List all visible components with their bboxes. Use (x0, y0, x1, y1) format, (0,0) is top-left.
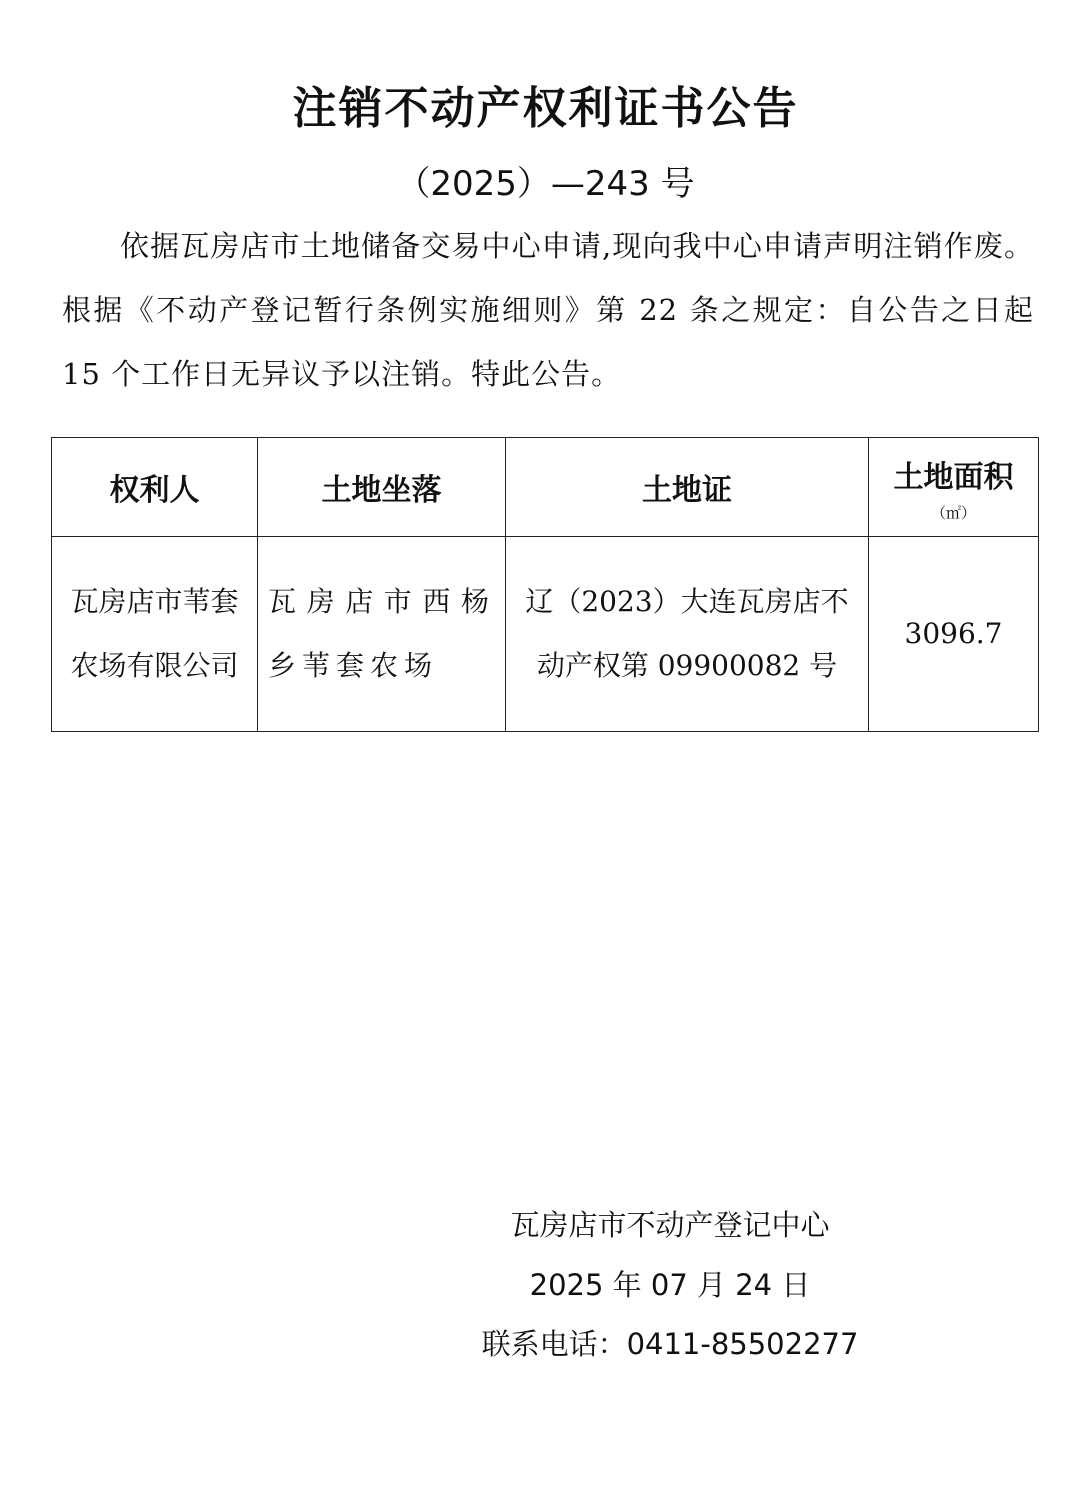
notice-title: 注销不动产权利证书公告 (292, 83, 799, 134)
signature-organization: 瓦房店市不动产登记中心 (510, 1208, 830, 1242)
cell-certificate: 辽（2023）大连瓦房店不动产权第 09900082 号 (506, 537, 869, 732)
cell-location: 瓦房店市西杨乡苇套农场 (258, 537, 506, 732)
table-header-row (52, 438, 1039, 537)
certificate-table (51, 437, 1039, 732)
header-certificate: 土地证 (506, 438, 869, 537)
contact-phone: 联系电话：0411-85502277 (481, 1327, 859, 1361)
cell-area: 3096.7 (869, 537, 1039, 732)
notice-number: （2025）—243 号 (396, 164, 695, 204)
header-area-label: 土地面积 (893, 459, 1014, 495)
header-location: 土地坐落 (258, 438, 506, 537)
signature-date: 2025 年 07 月 24 日 (529, 1268, 811, 1302)
table-row (52, 537, 1039, 732)
header-area-unit: （㎡） (930, 503, 976, 522)
header-area (869, 438, 1039, 537)
header-holder: 权利人 (52, 438, 258, 537)
cell-holder: 瓦房店市苇套农场有限公司 (52, 537, 258, 732)
notice-body: 依据瓦房店市土地储备交易中心申请,现向我中心申请声明注销作废。根据《不动产登记暂行条例实施细则》第 22 条之规定：自公告之日起 15 个工作日无异议予以注销。特此公告。 (62, 229, 1034, 391)
